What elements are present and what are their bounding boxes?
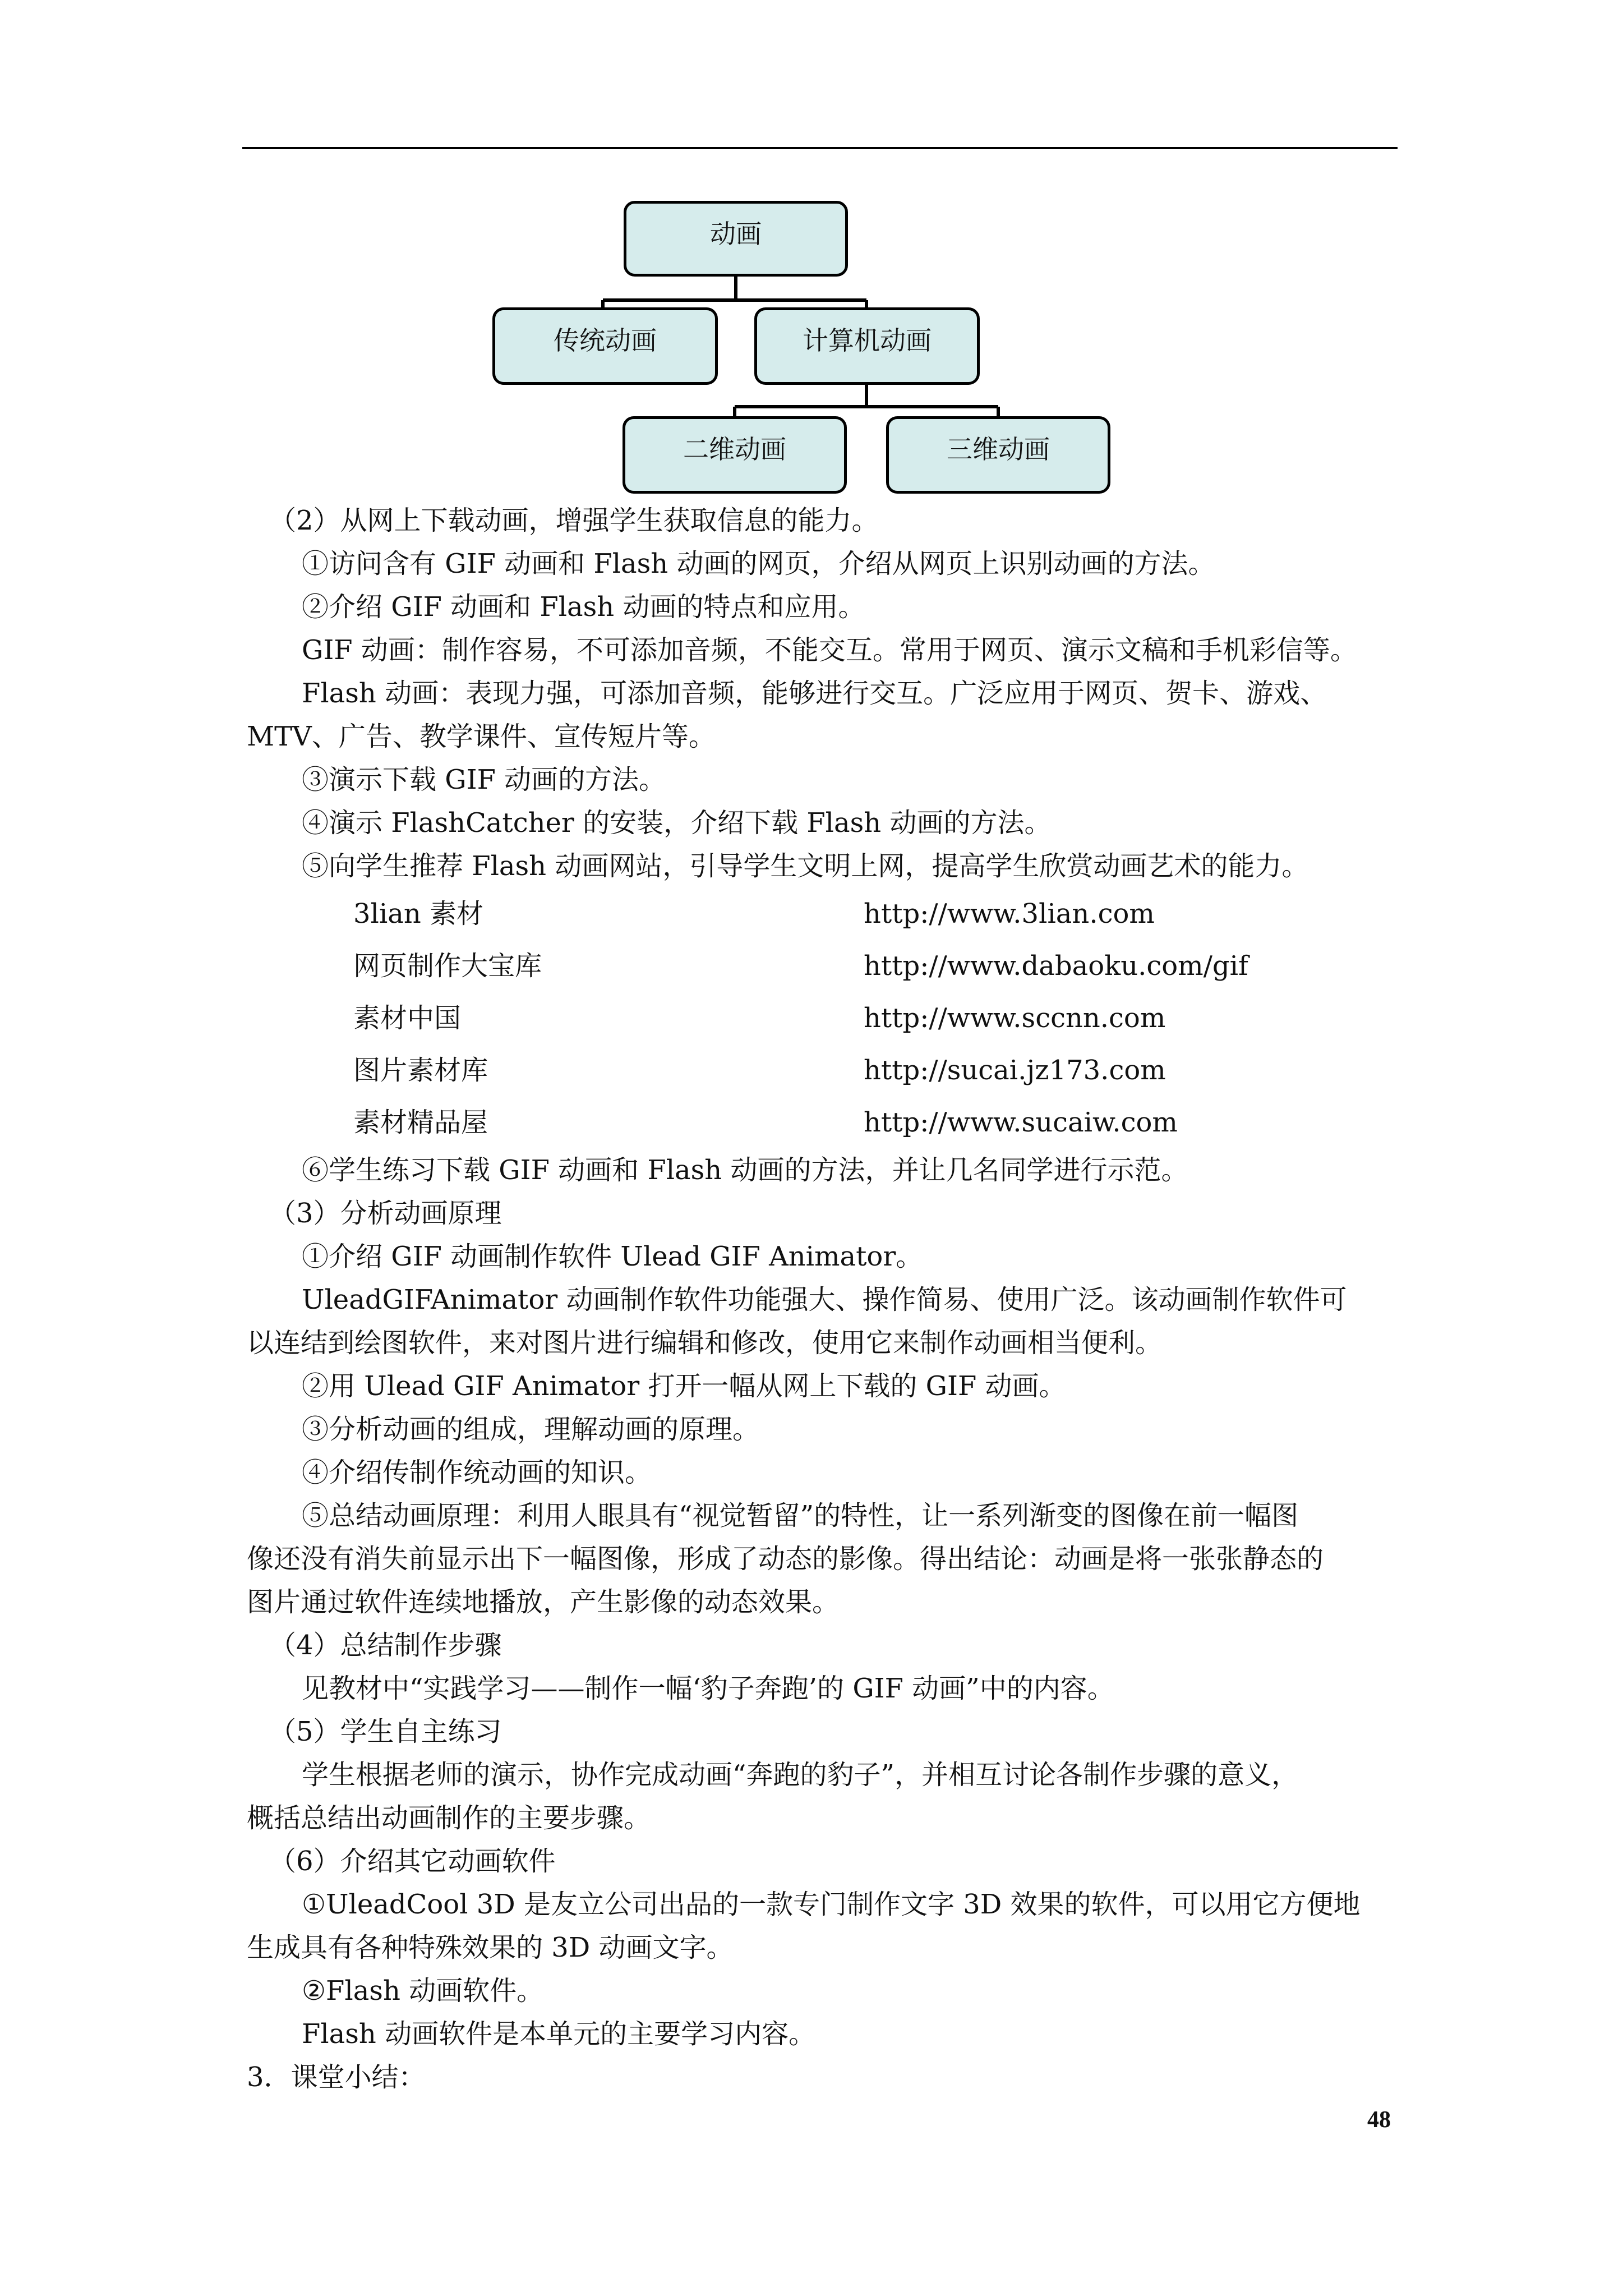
- document-body: [247, 499, 1402, 2099]
- paragraph: 生成具有各种特殊效果的 3D 动画文字。: [247, 1932, 734, 1963]
- animation-tree-diagram: [0, 0, 1623, 505]
- node-2d-animation: 二维动画: [623, 416, 847, 494]
- paragraph: ④演示 FlashCatcher 的安装，介绍下载 Flash 动画的方法。: [302, 807, 1052, 839]
- node-3d-animation: 三维动画: [886, 416, 1110, 494]
- paragraph: GIF 动画：制作容易，不可添加音频，不能交互。常用于网页、演示文稿和手机彩信等。: [302, 634, 1357, 666]
- paragraph: ⑥学生练习下载 GIF 动画和 Flash 动画的方法，并让几名同学进行示范。: [302, 1154, 1188, 1186]
- node-animation: 动画: [624, 201, 848, 277]
- paragraph: Flash 动画软件是本单元的主要学习内容。: [302, 2018, 816, 2050]
- header-rule: [242, 147, 1398, 149]
- site-url[interactable]: http://sucai.jz173.com: [864, 1055, 1166, 1086]
- site-url[interactable]: http://www.dabaoku.com/gif: [864, 950, 1248, 982]
- paragraph: ①UleadCool 3D 是友立公司出品的一款专门制作文字 3D 效果的软件，可以用它方便地: [302, 1889, 1361, 1920]
- paragraph: ③分析动画的组成，理解动画的原理。: [302, 1414, 760, 1445]
- site-name: 素材精品屋: [353, 1107, 488, 1138]
- website-list: [247, 888, 1402, 1149]
- section-heading: （2）从网上下载动画，增强学生获取信息的能力。: [269, 505, 879, 536]
- site-name: 素材中国: [353, 1002, 462, 1034]
- paragraph: Flash 动画：表现力强，可添加音频，能够进行交互。广泛应用于网页、贺卡、游戏、: [302, 678, 1327, 709]
- paragraph: ②用 Ulead GIF Animator 打开一幅从网上下载的 GIF 动画。: [302, 1370, 1066, 1402]
- paragraph: ②介绍 GIF 动画和 Flash 动画的特点和应用。: [302, 591, 865, 623]
- paragraph: MTV、广告、教学课件、宣传短片等。: [247, 721, 716, 752]
- paragraph: 以连结到绘图软件，来对图片进行编辑和修改，使用它来制作动画相当便利。: [247, 1327, 1163, 1359]
- section-heading: （6）介绍其它动画软件: [269, 1846, 556, 1877]
- paragraph: ④介绍传制作统动画的知识。: [302, 1457, 652, 1488]
- paragraph: 学生根据老师的演示，协作完成动画“奔跑的豹子”，并相互讨论各制作步骤的意义，: [302, 1759, 1299, 1791]
- section-heading: （4）总结制作步骤: [269, 1630, 502, 1661]
- site-name: 3lian 素材: [353, 898, 484, 930]
- node-traditional-animation: 传统动画: [492, 307, 718, 385]
- list-item: [353, 992, 1402, 1045]
- paragraph: ②Flash 动画软件。: [302, 1975, 544, 2007]
- paragraph: ③演示下载 GIF 动画的方法。: [302, 764, 666, 795]
- paragraph: ①介绍 GIF 动画制作软件 Ulead GIF Animator。: [302, 1241, 923, 1272]
- site-url[interactable]: http://www.3lian.com: [864, 898, 1155, 930]
- paragraph: ⑤总结动画原理：利用人眼具有“视觉暂留”的特性，让一系列渐变的图像在前一幅图: [302, 1500, 1299, 1531]
- paragraph: UleadGIFAnimator 动画制作软件功能强大、操作简易、使用广泛。该动画制作软件可: [302, 1284, 1347, 1315]
- page-number: 48: [1367, 2107, 1391, 2133]
- tree-connectors: [0, 0, 1623, 505]
- list-item: [353, 888, 1402, 940]
- list-item: [353, 1097, 1402, 1149]
- site-url[interactable]: http://www.sccnn.com: [864, 1002, 1166, 1034]
- paragraph: 像还没有消失前显示出下一幅图像，形成了动态的影像。得出结论：动画是将一张张静态的: [247, 1543, 1324, 1575]
- paragraph: 概括总结出动画制作的主要步骤。: [247, 1802, 651, 1834]
- section-heading: （5）学生自主练习: [269, 1716, 502, 1747]
- paragraph: ①访问含有 GIF 动画和 Flash 动画的网页，介绍从网页上识别动画的方法。: [302, 548, 1215, 579]
- node-computer-animation: 计算机动画: [754, 307, 980, 385]
- section-heading: （3）分析动画原理: [269, 1198, 502, 1229]
- list-item: [353, 1045, 1402, 1097]
- list-item: [353, 940, 1402, 992]
- site-name: 网页制作大宝库: [353, 950, 542, 982]
- site-url[interactable]: http://www.sucaiw.com: [864, 1107, 1178, 1138]
- paragraph: 见教材中“实践学习——制作一幅‘豹子奔跑’的 GIF 动画”中的内容。: [302, 1673, 1114, 1704]
- section-heading: 3．课堂小结：: [247, 2062, 426, 2093]
- site-name: 图片素材库: [353, 1055, 488, 1086]
- paragraph: ⑤向学生推荐 Flash 动画网站，引导学生文明上网，提高学生欣赏动画艺术的能力。: [302, 850, 1309, 882]
- paragraph: 图片通过软件连续地播放，产生影像的动态效果。: [247, 1586, 840, 1618]
